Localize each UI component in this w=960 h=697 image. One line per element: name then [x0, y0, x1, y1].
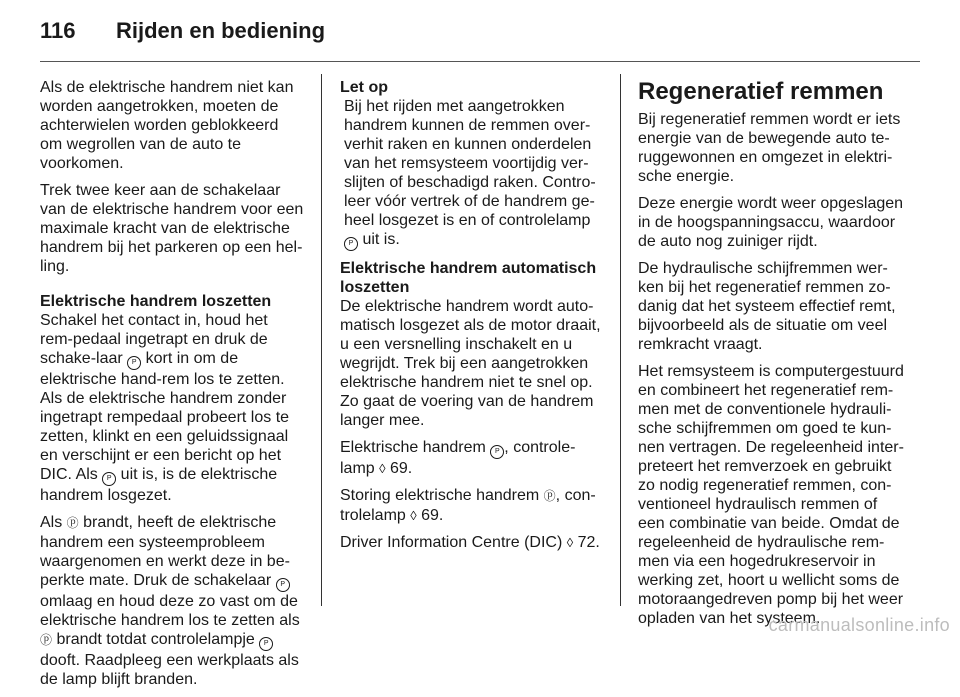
subheading: Elektrische handrem automatisch loszetten [340, 260, 597, 296]
paragraph: Het remsysteem is computergestuurd en combineert het regeneratief rem‐men met de conventionele hydrauli‐sche schijfremmen om goed te kun‐nen vertragen. De regeleenheid inter‐preteert het remverzoek en gebruikt zo nodig regeneratief remmen, con‐ventioneel hydraulisch remmen of een combinatie van beide. Omdat de regeleenheid de hydraulische rem‐men via een hogedrukreservoir in werking zet, hoort u wellicht soms de motoraangedreven pomp bij het weer opladen van het systeem. [638, 363, 904, 627]
header-rule [40, 61, 920, 62]
cross-reference: Driver Information Centre (DIC) ◊ 72. [340, 534, 600, 551]
parking-brake-icon: P [276, 578, 290, 592]
brake-fault-icon: ⓟ [40, 633, 53, 647]
watermark: carmanualsonline.info [768, 615, 950, 635]
parking-brake-icon: P [127, 356, 141, 370]
column-1 [40, 78, 304, 697]
paragraph: Deze energie wordt weer opgeslagen in de hoogspanningsaccu, waardoor de auto nog zuiniger rijdt. [638, 195, 904, 250]
column-2 [340, 78, 604, 560]
cross-reference: Storing elektrische handrem ⓟ, con‐trolelamp ◊ 69. [340, 487, 596, 524]
reference-arrow-icon: ◊ [379, 461, 386, 476]
paragraph: Als ⓟ brandt, heeft de elektrische handrem een systeemprobleem waargenomen en werkt deze in be‐perkte mate. Druk de schakelaar P omlaag en houd deze zo vast om de elektrische handrem los te zetten als ⓟ brandt totdat controlelampje P dooft. Raadpleeg een werkplaats als de lamp blijft branden. [40, 514, 300, 688]
reference-arrow-icon: ◊ [566, 535, 574, 550]
subheading: Elektrische handrem loszetten [40, 293, 272, 310]
column-3 [638, 78, 904, 636]
paragraph: De elektrische handrem wordt auto‐matisch losgezet als de motor draait, u een versnelling inschakelt en u wegrijdt. Trek bij een aangetrokken elektrische handrem niet te snel op. Zo gaat de voering van de handrem langer mee. [340, 298, 601, 429]
paragraph: De hydraulische schijfremmen wer‐ken bij het regeneratief remmen zo‐danig dat het systeem effectief remt, bijvoorbeeld als de situatie om veel remkracht vraagt. [638, 260, 896, 353]
parking-brake-icon: P [490, 445, 504, 459]
column-divider [321, 74, 322, 606]
note-title: Let op [340, 79, 388, 96]
page-number: 116 [40, 18, 76, 43]
cross-reference: Elektrische handrem P , controle‐lamp ◊ 69. [340, 439, 576, 477]
paragraph: Bij regeneratief remmen wordt er iets energie van de bewegende auto te‐ruggewonnen en omgezet in elektri‐sche energie. [638, 111, 901, 185]
page-header [40, 18, 325, 48]
section-title: Regeneratief remmen [638, 78, 884, 105]
brake-fault-icon: ⓟ [543, 489, 556, 503]
note-body: Bij het rijden met aangetrokken handrem kunnen de remmen over‐verhit raken en kunnen onderdelen van het remsysteem voortijdig ver‐slijten of beschadigd raken. Contro‐leer vóór vertrek of de handrem ge‐heel losgezet is en of controlelamp P uit is. [340, 97, 604, 251]
parking-brake-icon: P [259, 637, 273, 651]
chapter-title: Rijden en bediening [116, 18, 326, 43]
paragraph: Trek twee keer aan de schakelaar van de elektrische handrem voor een maximale kracht van de elektrische handrem bij het parkeren op een hel‐ling. [40, 182, 304, 275]
paragraph: Als de elektrische handrem niet kan worden aangetrokken, moeten de achterwielen worden geblokkeerd om wegrollen van de auto te voorkomen. [40, 79, 294, 172]
parking-brake-icon: P [102, 472, 116, 486]
reference-arrow-icon: ◊ [410, 508, 417, 523]
brake-fault-icon: ⓟ [66, 516, 79, 530]
paragraph: Schakel het contact in, houd het rem‐pedaal ingetrapt en druk de schake‐laar P kort in om de elektrische hand‐rem los te zetten. Als de elektrische handrem zonder ingetrapt rempedaal probeert los te zetten, klinkt en een geluidssignaal en verschijnt er een bericht op het DIC. Als P uit is, is de elektrische handrem losgezet. [40, 312, 290, 504]
parking-brake-icon: P [344, 237, 358, 251]
column-divider [620, 74, 621, 606]
